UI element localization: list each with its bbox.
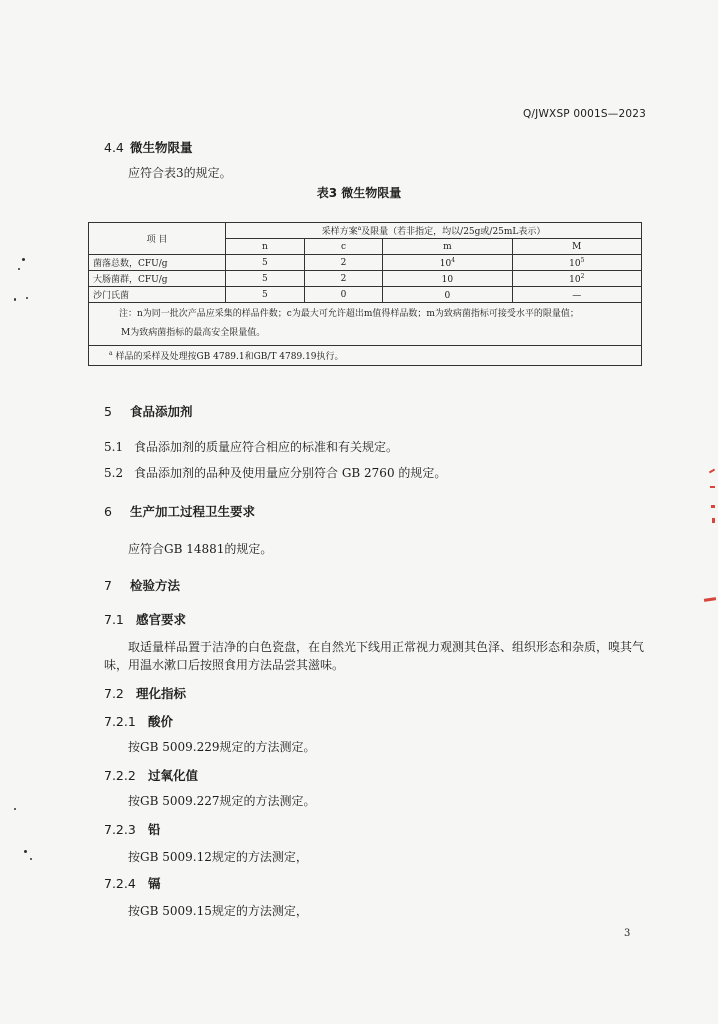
table-row xyxy=(89,255,642,271)
red-scan-mark xyxy=(712,518,715,523)
scan-speck xyxy=(26,297,28,299)
table-note xyxy=(89,303,642,346)
section-7-2-3-body: 按GB 5009.12规定的方法测定， xyxy=(128,850,308,864)
scan-speck xyxy=(18,268,20,270)
section-6-heading: 6 生产加工过程卫生要求 xyxy=(104,504,256,519)
document-code: Q/JWXSP 0001S—2023 xyxy=(522,108,646,120)
scan-speck xyxy=(24,850,27,853)
scan-speck xyxy=(14,298,16,301)
section-7-2-2-heading: 7.2.2 过氧化值 xyxy=(104,768,199,783)
scan-speck xyxy=(22,258,25,261)
col-item-header: 项 目 xyxy=(89,223,226,255)
section-7-2-3-heading: 7.2.3 铅 xyxy=(104,822,161,837)
red-scan-mark xyxy=(704,597,716,602)
section-4-4-heading: 4.4 微生物限量 xyxy=(104,140,193,155)
row-n: 5 xyxy=(226,255,305,271)
table-row xyxy=(89,287,642,303)
section-5-heading: 5 食品添加剂 xyxy=(104,404,193,419)
section-7-2-2-body: 按GB 5009.227规定的方法测定。 xyxy=(128,794,316,808)
red-scan-mark xyxy=(709,469,715,474)
row-n: 5 xyxy=(226,271,305,287)
col-n-header: n xyxy=(226,239,305,255)
section-7-2-1-body: 按GB 5009.229规定的方法测定。 xyxy=(128,740,316,754)
section-7-2-1-heading: 7.2.1 酸价 xyxy=(104,714,174,729)
table-note-row xyxy=(89,303,642,346)
row-item: 大肠菌群，CFU/g xyxy=(89,271,226,287)
scan-speck xyxy=(30,858,32,860)
row-c: 2 xyxy=(304,271,382,287)
section-7-2-4-body: 按GB 5009.15规定的方法测定， xyxy=(128,904,308,918)
section-7-1-body-line2: 味，用温水漱口后按照食用方法品尝其滋味。 xyxy=(104,658,345,672)
red-scan-mark xyxy=(711,505,715,508)
section-6-body: 应符合GB 14881的规定。 xyxy=(128,542,273,556)
col-c-header: c xyxy=(304,239,382,255)
table-header-row xyxy=(89,223,642,239)
row-item: 菌落总数，CFU/g xyxy=(89,255,226,271)
col-m-header: m xyxy=(383,239,512,255)
col-plan-header: 采样方案$^a$及限量（若非指定，均以/25g或/25mL表示） xyxy=(226,223,642,239)
row-M: — xyxy=(512,287,641,303)
row-c: 2 xyxy=(304,255,382,271)
section-7-heading: 7 检验方法 xyxy=(104,578,181,593)
section-7-1-body-line1: 取适量样品置于洁净的白色瓷盘，在自然光下线用正常视力观测其色泽、组织形态和杂质，嗅其气 xyxy=(128,640,645,654)
microbial-limits-table xyxy=(88,222,642,366)
section-5-2: 5.2 食品添加剂的品种及使用量应分别符合 GB 2760 的规定。 xyxy=(104,466,447,480)
section-7-1-heading: 7.1 感官要求 xyxy=(104,612,187,627)
note-line-1: 注：n为同一批次产品应采集的样品件数；c为最大可允许超出m值得样品数；m为致病菌指标可接受水平的限量值； xyxy=(119,309,579,319)
note-line-2: M为致病菌指标的最高安全限量值。 xyxy=(121,328,266,338)
table-row xyxy=(89,271,642,287)
section-7-2-4-heading: 7.2.4 镉 xyxy=(104,876,161,891)
scan-speck xyxy=(14,808,16,810)
row-M: $10^2$ xyxy=(512,271,641,287)
table-footnote: $^a$ 样品的采样及处理按GB 4789.1和GB/T 4789.19执行。 xyxy=(89,346,642,366)
row-M: $10^5$ xyxy=(512,255,641,271)
section-5-1: 5.1 食品添加剂的质量应符合相应的标准和有关规定。 xyxy=(104,440,399,454)
row-m: 10 xyxy=(383,271,512,287)
section-4-4-body: 应符合表3的规定。 xyxy=(128,166,232,180)
section-7-2-heading: 7.2 理化指标 xyxy=(104,686,187,701)
page-number: 3 xyxy=(624,928,631,939)
red-scan-mark xyxy=(710,486,715,488)
row-c: 0 xyxy=(304,287,382,303)
row-n: 5 xyxy=(226,287,305,303)
row-m: 0 xyxy=(383,287,512,303)
row-item: 沙门氏菌 xyxy=(89,287,226,303)
col-M-header: M xyxy=(512,239,641,255)
table-footnote-row xyxy=(89,346,642,366)
row-m: $10^4$ xyxy=(383,255,512,271)
table3-caption: 表3 微生物限量 xyxy=(316,186,402,200)
